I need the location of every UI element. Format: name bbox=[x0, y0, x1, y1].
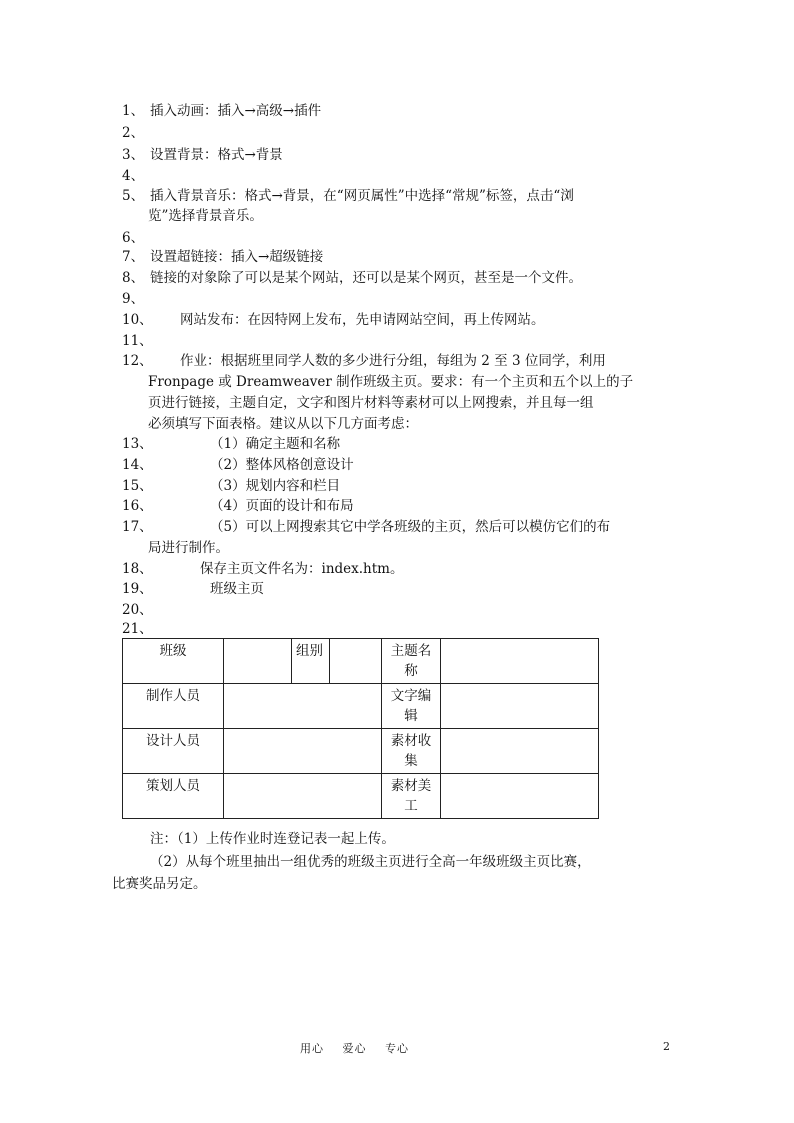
item-19 bbox=[122, 579, 264, 599]
item-number: 2、 bbox=[122, 125, 145, 141]
item-17 bbox=[122, 517, 610, 537]
editor-label bbox=[382, 684, 441, 729]
item-8 bbox=[122, 268, 582, 288]
item-2 bbox=[122, 123, 150, 143]
item-text: （1）确定主题和名称 bbox=[210, 436, 341, 452]
item-number: 10、 bbox=[122, 312, 153, 328]
item-text: 班级主页 bbox=[210, 581, 264, 597]
item-16 bbox=[122, 496, 354, 516]
item-12-continuation-2: 页进行链接，主题自定，文字和图片材料等素材可以上网搜索，并且每一组 bbox=[148, 395, 594, 411]
art-value-cell bbox=[441, 774, 599, 819]
item-number: 8、 bbox=[122, 270, 145, 286]
item-14 bbox=[122, 455, 354, 475]
item-number: 13、 bbox=[122, 436, 153, 452]
item-number: 15、 bbox=[122, 478, 153, 494]
item-6 bbox=[122, 228, 150, 248]
class-value-cell bbox=[224, 639, 292, 684]
item-text: 插入背景音乐：格式→背景，在“网页属性”中选择“常规”标签，点击“浏 bbox=[150, 188, 574, 204]
item-18 bbox=[122, 559, 403, 579]
item-5-continuation: 览”选择背景音乐。 bbox=[148, 208, 263, 224]
table-row bbox=[123, 774, 599, 819]
item-text: 保存主页文件名为：index.htm。 bbox=[200, 561, 404, 577]
item-text: （2）整体风格创意设计 bbox=[210, 457, 354, 473]
item-number: 14、 bbox=[122, 457, 153, 473]
designer-value-cell bbox=[224, 729, 382, 774]
item-text: 网站发布：在因特网上发布，先申请网站空间，再上传网站。 bbox=[180, 312, 545, 328]
item-3 bbox=[122, 145, 283, 165]
editor-label-line1: 文字编 bbox=[390, 688, 432, 704]
item-number: 3、 bbox=[122, 147, 145, 163]
class-label: 班级 bbox=[123, 639, 224, 684]
table-row bbox=[123, 639, 599, 684]
item-number: 6、 bbox=[122, 230, 145, 246]
note-2-line2: 比赛奖品另定。 bbox=[112, 876, 207, 892]
maker-value-cell bbox=[224, 684, 382, 729]
item-15 bbox=[122, 476, 340, 496]
table-row bbox=[123, 729, 599, 774]
item-9 bbox=[122, 289, 150, 309]
theme-label-line1: 主题名 bbox=[390, 643, 432, 659]
item-7 bbox=[122, 247, 323, 267]
art-label-line2: 工 bbox=[404, 798, 418, 814]
designer-label: 设计人员 bbox=[123, 729, 224, 774]
item-number: 1、 bbox=[122, 103, 145, 119]
item-number: 16、 bbox=[122, 498, 153, 514]
editor-label-line2: 辑 bbox=[404, 708, 418, 724]
theme-label-line2: 称 bbox=[404, 663, 418, 679]
group-label: 组别 bbox=[292, 639, 330, 684]
item-number: 12、 bbox=[122, 353, 153, 369]
item-12-continuation-1: Fronpage 或 Dreamweaver 制作班级主页。要求：有一个主页和五个以上的子 bbox=[148, 374, 634, 390]
item-21 bbox=[122, 619, 153, 639]
item-text: （3）规划内容和栏目 bbox=[210, 478, 341, 494]
maker-label: 制作人员 bbox=[123, 684, 224, 729]
art-label bbox=[382, 774, 441, 819]
note-1: 注：（1）上传作业时连登记表一起上传。 bbox=[150, 831, 395, 847]
item-number: 11、 bbox=[122, 333, 153, 349]
item-text: （4）页面的设计和布局 bbox=[210, 498, 354, 514]
item-4 bbox=[122, 166, 150, 186]
item-11 bbox=[122, 331, 153, 351]
item-text: 设置超链接：插入→超级链接 bbox=[150, 249, 324, 265]
collect-value-cell bbox=[441, 729, 599, 774]
item-12 bbox=[122, 351, 606, 371]
item-number: 20、 bbox=[122, 602, 153, 618]
note-2-line1: （2）从每个班里抽出一组优秀的班级主页进行全高一年级班级主页比赛， bbox=[150, 854, 591, 870]
theme-value-cell bbox=[441, 639, 599, 684]
table-row bbox=[123, 684, 599, 729]
group-value-cell bbox=[330, 639, 382, 684]
collect-label bbox=[382, 729, 441, 774]
item-12-continuation-3: 必须填写下面表格。建议从以下几方面考虑： bbox=[148, 416, 418, 432]
item-text: 链接的对象除了可以是某个网站，还可以是某个网页，甚至是一个文件。 bbox=[150, 270, 582, 286]
item-20 bbox=[122, 600, 153, 620]
art-label-line1: 素材美 bbox=[390, 778, 432, 794]
item-17-continuation: 局进行制作。 bbox=[148, 540, 229, 556]
item-number: 9、 bbox=[122, 291, 145, 307]
item-text: 插入动画：插入→高级→插件 bbox=[150, 103, 322, 119]
registration-table bbox=[122, 638, 599, 819]
item-number: 17、 bbox=[122, 519, 153, 535]
collect-label-line1: 素材收 bbox=[390, 733, 432, 749]
item-10 bbox=[122, 310, 545, 330]
item-text: （5）可以上网搜索其它中学各班级的主页，然后可以模仿它们的布 bbox=[210, 519, 611, 535]
planner-label: 策划人员 bbox=[123, 774, 224, 819]
collect-label-line2: 集 bbox=[404, 753, 418, 769]
item-text: 设置背景：格式→背景 bbox=[150, 147, 283, 163]
item-number: 21、 bbox=[122, 621, 153, 637]
item-number: 18、 bbox=[122, 561, 153, 577]
editor-value-cell bbox=[441, 684, 599, 729]
item-text: 作业：根据班里同学人数的多少进行分组，每组为 2 至 3 位同学，利用 bbox=[180, 353, 606, 369]
item-13 bbox=[122, 434, 340, 454]
planner-value-cell bbox=[224, 774, 382, 819]
footer-motto: 用心 爱心 专心 bbox=[300, 1042, 409, 1055]
theme-label bbox=[382, 639, 441, 684]
item-number: 4、 bbox=[122, 168, 145, 184]
item-number: 7、 bbox=[122, 249, 145, 265]
item-number: 5、 bbox=[122, 188, 145, 204]
page-number: 2 bbox=[663, 1040, 670, 1053]
item-number: 19、 bbox=[122, 581, 153, 597]
item-5 bbox=[122, 186, 574, 206]
item-1 bbox=[122, 101, 321, 121]
